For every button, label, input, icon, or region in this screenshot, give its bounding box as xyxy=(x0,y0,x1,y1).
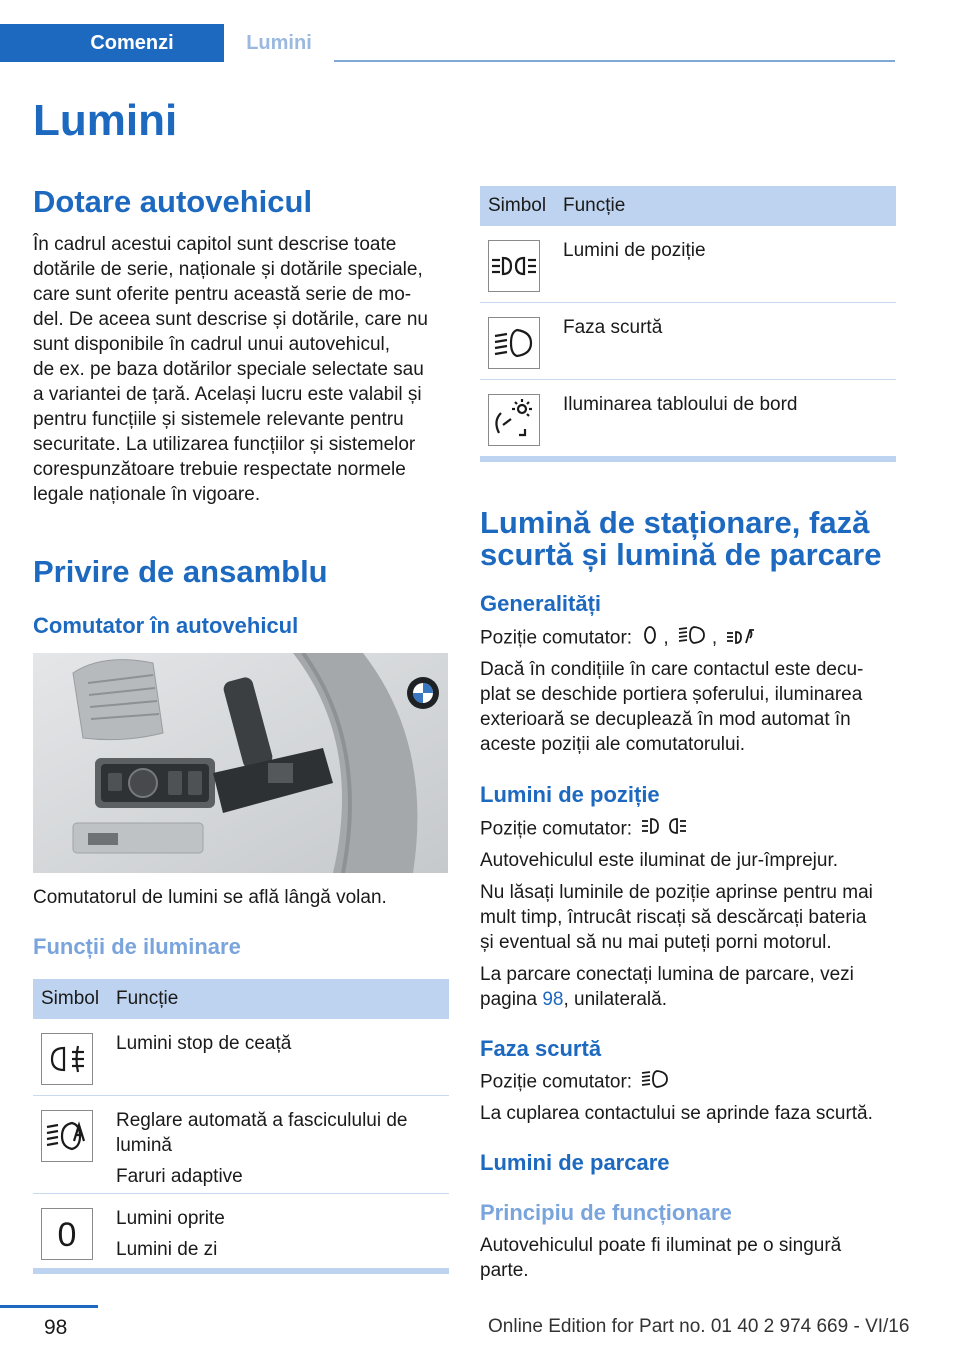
edition-note: Online Edition for Part no. 01 40 2 974 669 - VI/16 xyxy=(488,1316,910,1337)
low-beam-icon xyxy=(641,1068,671,1097)
lights-off-icon xyxy=(641,624,659,653)
parcare-paragraph: Autovehiculul poate fi iluminat pe o singură parte. xyxy=(480,1235,842,1281)
heading-functii: Funcții de iluminare xyxy=(33,934,241,959)
parking-lights-icon xyxy=(641,815,687,844)
pozitie-switch-position: Poziție comutator: xyxy=(480,815,691,844)
heading-lumini-pozitie: Lumini de poziție xyxy=(480,782,660,807)
light-switch-photo xyxy=(33,653,448,873)
photo-caption: Comutatorul de lumini se află lângă volan. xyxy=(33,887,387,908)
footer-rule xyxy=(0,1305,98,1308)
heading-faza-scurta: Faza scurtă xyxy=(480,1036,602,1061)
faza-line: La cuplarea contactului se aprinde faza scurtă. xyxy=(480,1103,873,1124)
col-function: Funcție xyxy=(563,195,626,216)
tab-comenzi[interactable]: Comenzi xyxy=(0,24,224,62)
heading-privire: Privire de ansamblu xyxy=(33,554,328,589)
heading-generalitati: Generalități xyxy=(480,591,602,616)
page-link[interactable]: 98 xyxy=(542,989,564,1010)
pozitie-paragraph-c: La parcare conectați lumina de parcare, vezi pagina 98, unilaterală. xyxy=(480,964,854,1010)
page-number: 98 xyxy=(44,1316,68,1339)
lights-off-icon xyxy=(41,1208,93,1260)
lighting-functions-table-right xyxy=(480,186,896,462)
table-header xyxy=(33,979,449,1019)
rear-fog-light-icon xyxy=(41,1033,93,1085)
table-row xyxy=(480,226,896,303)
row-text: Lumini oprite Lumini de zi xyxy=(116,1208,225,1260)
svg-text:0: 0 xyxy=(57,1216,77,1254)
dotare-paragraph: În cadrul acestui capitol sunt descrise toate dotările de serie, naționale și dotările speciale, care sunt oferite pentru această serie de mo- del. De aceea sunt descrise și dotările, care nu sunt disponibile în cadrul unui autovehicul, de ex. pe baza dotărilor speciale selectate sau a variantei de țară. Același lucru este valabil și pentru funcțiile și sistemele relevante pentru securitate. La utilizarea funcțiilor și sistemelor corespunzătoare trebuie respectate normele legale naționale în vigoare. xyxy=(33,234,428,505)
col-function: Funcție xyxy=(116,988,179,1009)
heading-lumini-parcare: Lumini de parcare xyxy=(480,1150,670,1175)
table-row xyxy=(480,380,896,456)
page-title: Lumini xyxy=(33,96,178,145)
row-text: Lumini stop de ceață xyxy=(116,1033,292,1054)
row-text: Lumini de poziție xyxy=(563,240,706,261)
col-symbol: Simbol xyxy=(488,195,547,216)
subheading-principiu: Principiu de funcționare xyxy=(480,1200,732,1225)
table-row xyxy=(33,1194,449,1268)
table-footer-rule xyxy=(33,1268,449,1274)
faza-switch-position: Poziție comutator: xyxy=(480,1068,675,1097)
table-row xyxy=(33,1096,449,1194)
heading-lumina-stationare: Lumină de staționare, fază scurtă și lumină de parcare xyxy=(480,505,882,572)
generalitati-paragraph: Dacă în condițiile în care contactul este decu- plat se deschide portiera șoferului, iluminarea exterioară se decuplează în mod automat în aceste poziții ale comutatorului. xyxy=(480,659,864,755)
pozitie-paragraph-b: Nu lăsați luminile de poziție aprinse pentru mai mult timp, întrucât riscați să descărcați bateria și eventual să nu mai puteți porni motorul. xyxy=(480,882,873,953)
row-text: Faza scurtă xyxy=(563,317,663,338)
automatic-headlight-icon xyxy=(41,1110,93,1162)
row-text: Iluminarea tabloului de bord xyxy=(563,394,798,415)
low-beam-icon xyxy=(488,317,540,369)
subheading-comutator: Comutator în autovehicul xyxy=(33,613,299,638)
instrument-lighting-icon xyxy=(488,394,540,446)
low-beam-icon xyxy=(678,624,708,653)
pozitie-line-a: Autovehiculul este iluminat de jur-împrejur. xyxy=(480,850,839,871)
row-text: Reglare automată a fasciculului de lumină Faruri adaptive xyxy=(116,1110,408,1187)
table-row xyxy=(480,303,896,380)
parking-lights-icon xyxy=(488,240,540,292)
table-footer-rule xyxy=(480,456,896,462)
tab-lumini[interactable]: Lumini xyxy=(224,24,334,62)
table-header xyxy=(480,186,896,226)
lighting-functions-table-left xyxy=(33,979,449,1274)
col-symbol: Simbol xyxy=(41,988,100,1009)
heading-dotare: Dotare autovehicul xyxy=(33,184,313,219)
table-row xyxy=(33,1019,449,1096)
generalitati-switch-positions: Poziție comutator: , , xyxy=(480,624,760,653)
parking-light-icon xyxy=(726,624,756,653)
